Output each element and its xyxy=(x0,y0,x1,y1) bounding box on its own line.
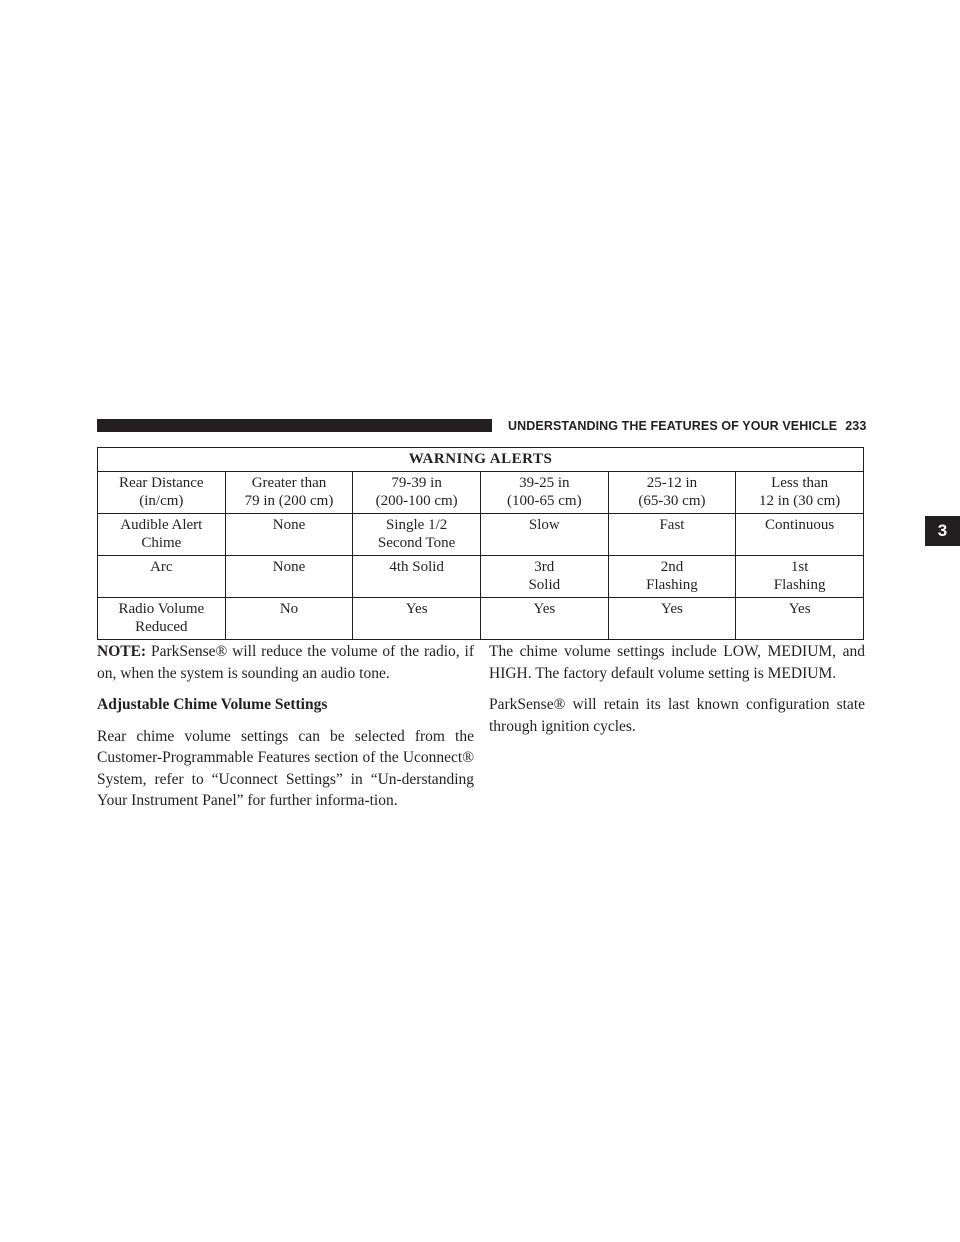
table-cell: Yes xyxy=(353,598,481,640)
row-header-cell: Radio Volume Reduced xyxy=(98,598,226,640)
header-rule xyxy=(97,419,492,432)
note-text: ParkSense® will reduce the volume of the radio, if on, when the system is sounding an audio tone. xyxy=(97,643,474,682)
table-cell: 79-39 in (200-100 cm) xyxy=(353,472,481,514)
row-header-cell: Arc xyxy=(98,556,226,598)
table-row xyxy=(98,472,864,514)
warning-alerts-table xyxy=(97,447,864,640)
table-cell: 4th Solid xyxy=(353,556,481,598)
table-cell: Yes xyxy=(736,598,864,640)
right-column xyxy=(489,641,865,747)
table-cell: 3rd Solid xyxy=(480,556,608,598)
table-cell: Single 1/2 Second Tone xyxy=(353,514,481,556)
table-cell: Yes xyxy=(480,598,608,640)
table-cell: Less than 12 in (30 cm) xyxy=(736,472,864,514)
table-cell: Slow xyxy=(480,514,608,556)
row-header-cell: Audible Alert Chime xyxy=(98,514,226,556)
chapter-tab: 3 xyxy=(925,516,960,546)
table-cell: Greater than 79 in (200 cm) xyxy=(225,472,353,514)
row-header-cell: Rear Distance (in/cm) xyxy=(98,472,226,514)
section-title: UNDERSTANDING THE FEATURES OF YOUR VEHICLE xyxy=(508,419,838,433)
body-paragraph: ParkSense® will retain its last known configuration state through ignition cycles. xyxy=(489,696,865,735)
left-column xyxy=(97,641,474,822)
section-heading: Adjustable Chime Volume Settings xyxy=(97,696,328,713)
table-body xyxy=(98,472,864,640)
table-cell: 39-25 in (100-65 cm) xyxy=(480,472,608,514)
table-row xyxy=(98,556,864,598)
table-cell: No xyxy=(225,598,353,640)
body-paragraph: Rear chime volume settings can be selected from the Customer-Programmable Features section of the Uconnect® System, refer to “Uconnect Settings” in “Un-derstanding Your Instrument Panel” for further informa-tion. xyxy=(97,727,474,809)
note-paragraph xyxy=(97,641,474,684)
table-cell: Fast xyxy=(608,514,736,556)
body-paragraph: The chime volume settings include LOW, MEDIUM, and HIGH. The factory default volume setting is MEDIUM. xyxy=(489,643,865,682)
table-cell: None xyxy=(225,556,353,598)
table-row xyxy=(98,598,864,640)
table-cell: None xyxy=(225,514,353,556)
page-number: 233 xyxy=(845,419,867,433)
table-cell: Yes xyxy=(608,598,736,640)
table-cell: 1st Flashing xyxy=(736,556,864,598)
table-cell: 25-12 in (65-30 cm) xyxy=(608,472,736,514)
table-cell: 2nd Flashing xyxy=(608,556,736,598)
page-header xyxy=(508,418,865,434)
table-cell: Continuous xyxy=(736,514,864,556)
note-label: NOTE: xyxy=(97,643,147,660)
table-row xyxy=(98,514,864,556)
table-caption: WARNING ALERTS xyxy=(98,448,864,472)
